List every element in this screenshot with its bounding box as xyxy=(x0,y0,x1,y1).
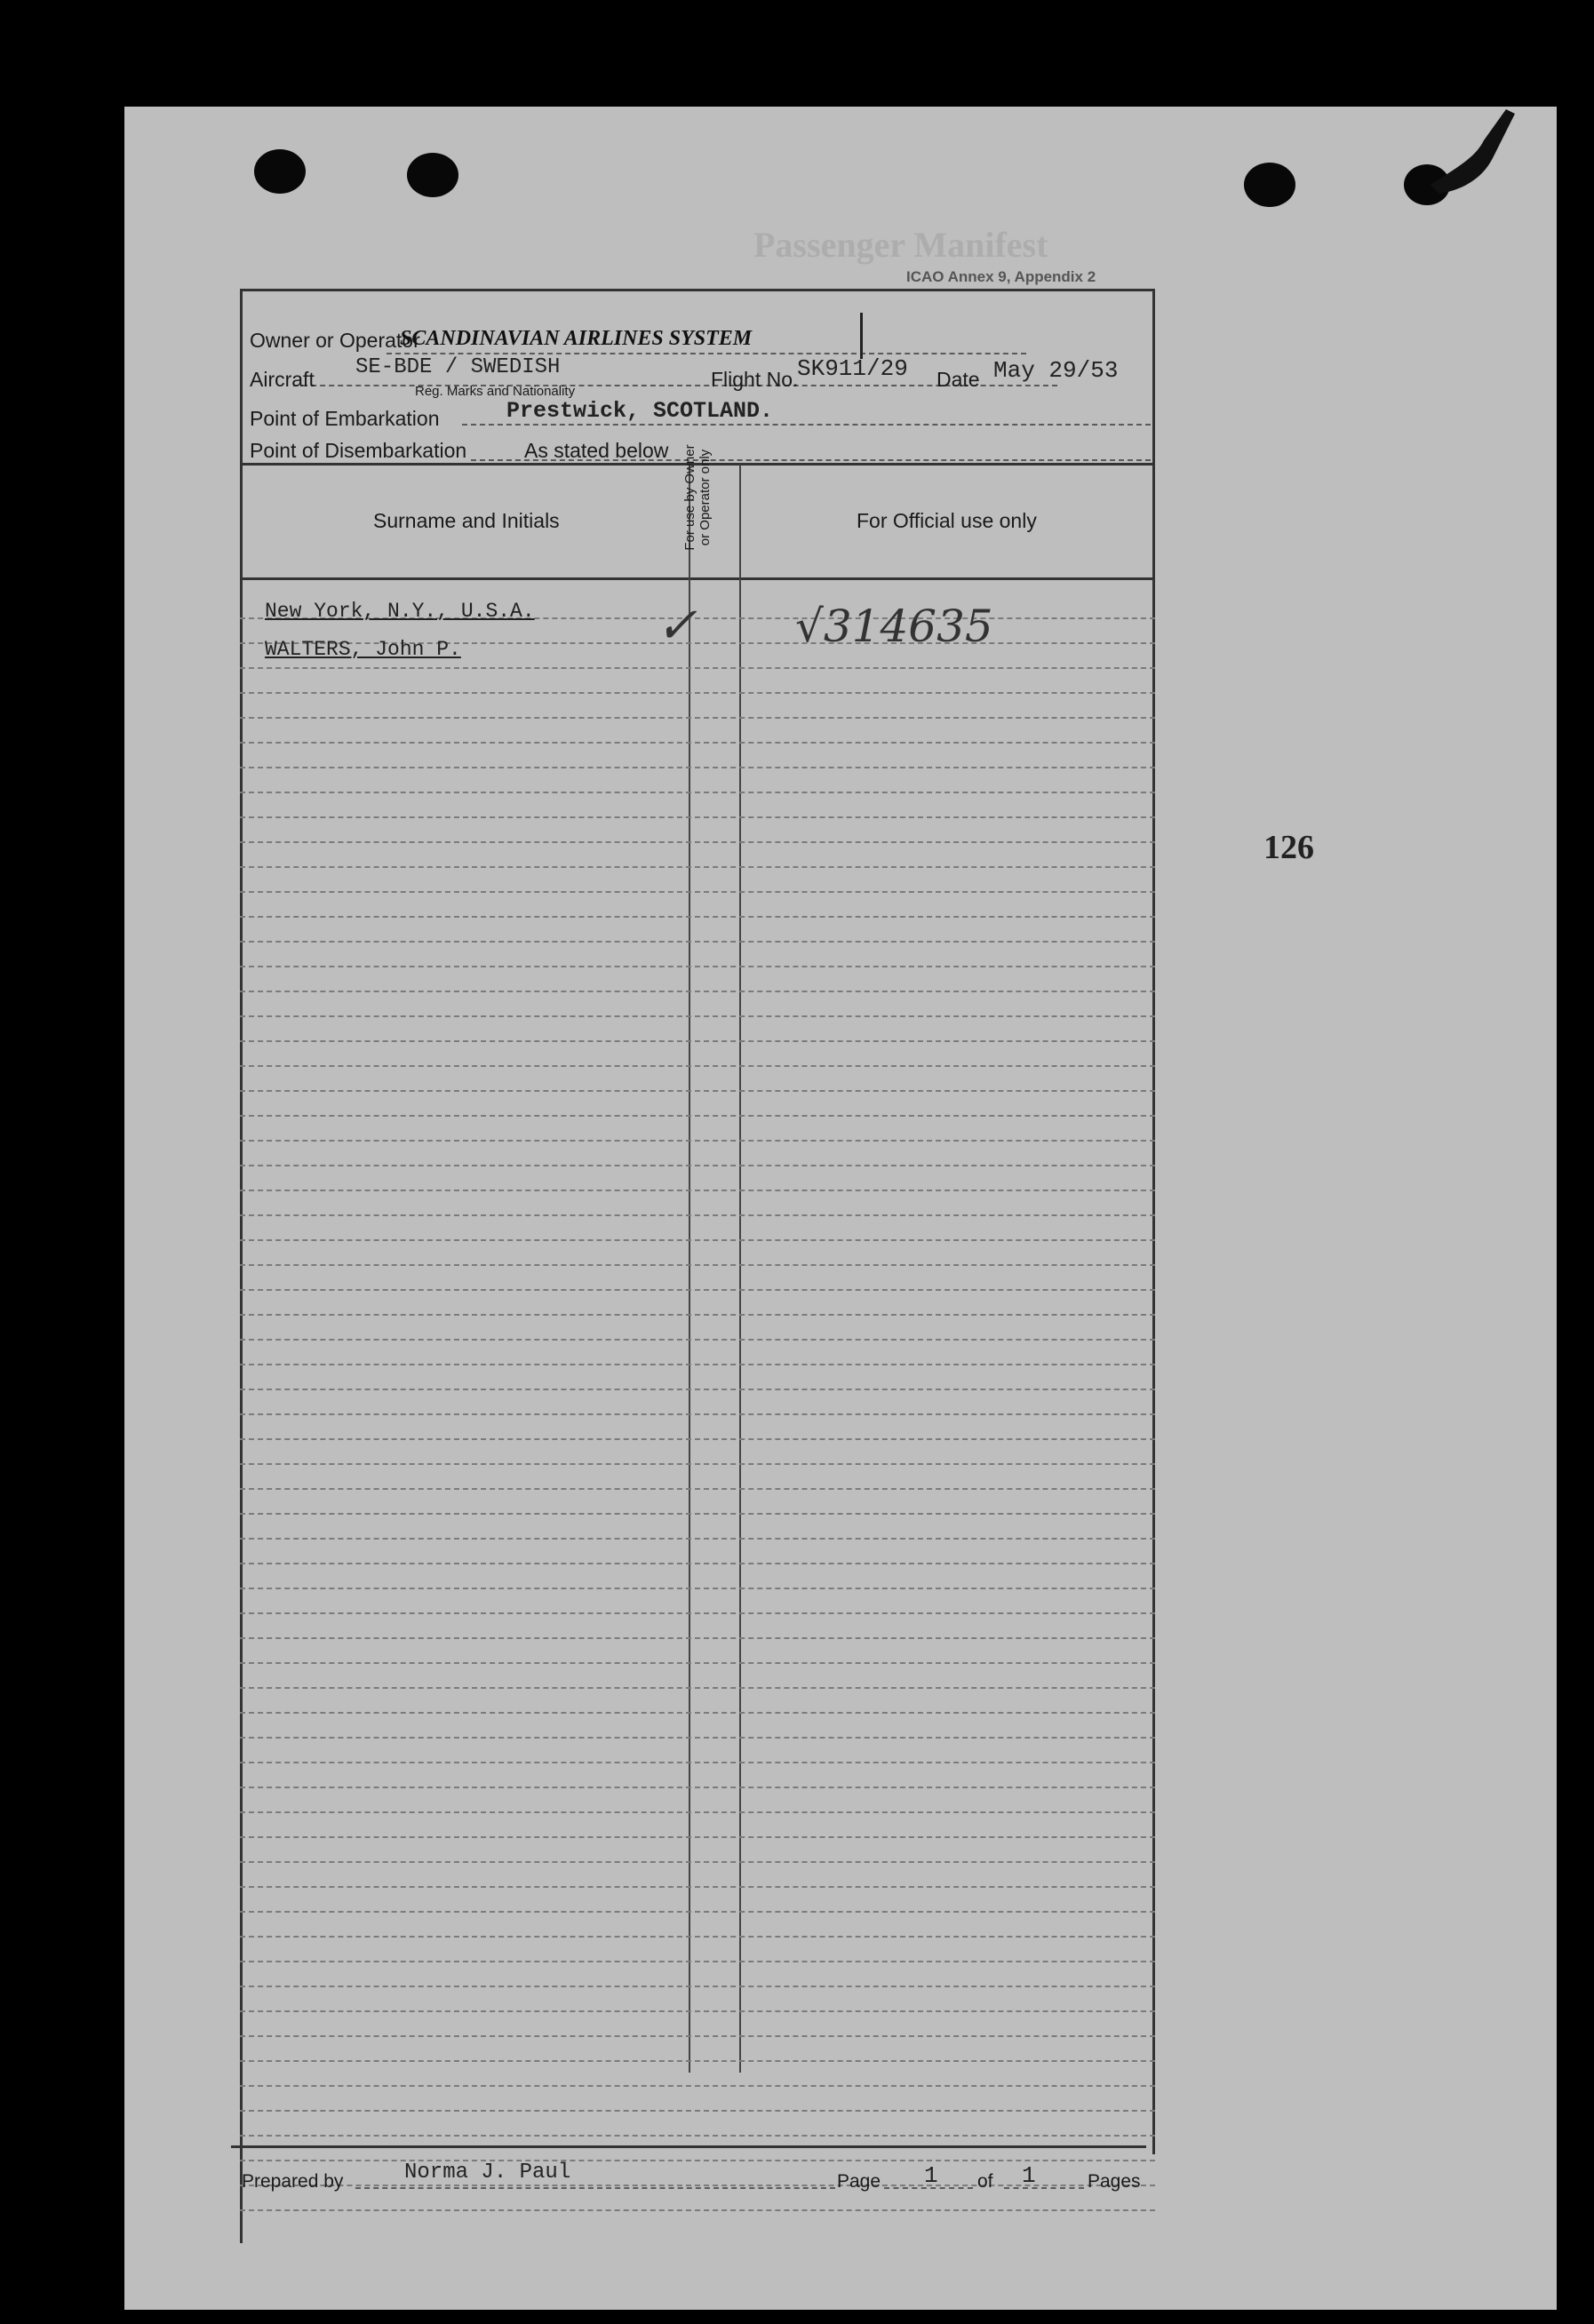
ruled-line xyxy=(240,1588,1155,1589)
ruled-line xyxy=(240,816,1155,818)
ruled-line xyxy=(240,891,1155,893)
ruled-line xyxy=(240,1264,1155,1266)
ruled-line xyxy=(240,1687,1155,1689)
ruled-line xyxy=(240,1040,1155,1042)
ruled-line xyxy=(240,1911,1155,1913)
ruled-line xyxy=(240,1563,1155,1564)
ruled-line xyxy=(240,991,1155,992)
flight-label: Flight No. xyxy=(711,368,799,391)
ruled-line xyxy=(240,941,1155,943)
owner-tick xyxy=(860,313,863,359)
punch-hole-left xyxy=(254,149,306,194)
flight-value: SK911/29 xyxy=(797,355,908,382)
ruled-line xyxy=(240,1637,1155,1639)
ruled-line xyxy=(240,1762,1155,1763)
embarkation-value: Prestwick, SCOTLAND. xyxy=(506,398,774,424)
punch-hole-right xyxy=(1244,163,1295,207)
ruled-line xyxy=(240,2209,1155,2211)
ruled-line xyxy=(240,1612,1155,1614)
column-surname: Surname and Initials xyxy=(373,509,560,532)
reg-marks-caption: Reg. Marks and Nationality xyxy=(415,384,576,399)
date-value: May 29/53 xyxy=(993,357,1119,384)
ruled-line xyxy=(240,1115,1155,1117)
ruled-line xyxy=(240,2135,1155,2137)
owner-label: Owner or Operator xyxy=(250,329,420,352)
punch-hole-center xyxy=(407,153,458,197)
ruled-line xyxy=(240,1065,1155,1067)
ruled-line xyxy=(240,742,1155,744)
ruled-line xyxy=(240,1811,1155,1813)
of-label: of xyxy=(977,2171,993,2192)
ruled-line xyxy=(240,916,1155,918)
ruled-line xyxy=(240,717,1155,719)
prepared-value: Norma J. Paul xyxy=(404,2161,571,2185)
owner-value: SCANDINAVIAN AIRLINES SYSTEM xyxy=(400,327,753,350)
ruled-line xyxy=(240,1389,1155,1390)
ruled-line xyxy=(240,767,1155,768)
prepared-label: Prepared by xyxy=(242,2171,344,2192)
ruled-line xyxy=(240,2160,1155,2161)
ruled-line xyxy=(240,692,1155,694)
ruled-line xyxy=(240,841,1155,843)
manifest-form xyxy=(240,289,1155,2154)
ruled-line xyxy=(240,2110,1155,2112)
ruled-line xyxy=(240,1339,1155,1341)
ruled-line xyxy=(240,1861,1155,1863)
page-value: 1 xyxy=(924,2162,938,2189)
ruled-line xyxy=(240,1314,1155,1316)
ruled-line xyxy=(240,1662,1155,1664)
ruled-line xyxy=(240,1712,1155,1714)
ruled-line xyxy=(240,1737,1155,1739)
aircraft-label: Aircraft xyxy=(250,368,315,391)
ruled-line xyxy=(240,1463,1155,1465)
ruled-line xyxy=(240,1239,1155,1241)
total-value: 1 xyxy=(1022,2162,1036,2189)
ruled-line xyxy=(240,667,1155,669)
ruled-line xyxy=(240,1214,1155,1216)
ruled-line xyxy=(240,1413,1155,1415)
ruled-line xyxy=(240,1289,1155,1291)
ruled-line xyxy=(240,1140,1155,1142)
ruled-line xyxy=(240,2010,1155,2012)
faded-title: Passenger Manifest xyxy=(753,225,1048,265)
ruled-line xyxy=(240,966,1155,967)
entry-passenger-name: WALTERS, John P. xyxy=(265,638,461,661)
date-label: Date xyxy=(936,368,980,391)
page-label: Page xyxy=(837,2171,881,2192)
ruled-line xyxy=(240,2085,1155,2087)
ruled-line xyxy=(240,1015,1155,1017)
ruled-line xyxy=(240,1886,1155,1888)
entry-check-mark: ✓ xyxy=(656,597,697,655)
entry-destination: New York, N.Y., U.S.A. xyxy=(265,600,535,623)
ruled-line xyxy=(240,1836,1155,1838)
ruled-line xyxy=(240,1090,1155,1092)
ruled-line xyxy=(240,866,1155,868)
ruled-line xyxy=(240,1364,1155,1365)
pages-label: Pages xyxy=(1088,2171,1141,2192)
column-owner-use: For use by Owner or Operator only xyxy=(682,444,713,551)
ruled-line xyxy=(240,1936,1155,1938)
embarkation-label: Point of Embarkation xyxy=(250,407,440,430)
ruled-line xyxy=(240,2185,1155,2186)
ruled-line xyxy=(240,792,1155,793)
disembarkation-value: As stated below xyxy=(524,439,669,462)
ruled-line xyxy=(240,1961,1155,1962)
torn-corner-mark xyxy=(1422,105,1528,203)
ruled-line xyxy=(240,1438,1155,1440)
ruled-line xyxy=(240,1787,1155,1788)
ruled-line xyxy=(240,1190,1155,1191)
ruled-line xyxy=(240,1488,1155,1490)
column-official: For Official use only xyxy=(857,509,1037,532)
entry-official-number: √314635 xyxy=(795,601,993,652)
ruled-line xyxy=(240,1513,1155,1515)
ruled-line xyxy=(240,1165,1155,1166)
ruled-line xyxy=(240,2060,1155,2062)
aircraft-value: SE-BDE / SWEDISH xyxy=(355,355,561,379)
ruled-line xyxy=(240,1986,1155,1987)
icao-reference: ICAO Annex 9, Appendix 2 xyxy=(906,268,1096,285)
ruled-line xyxy=(240,2035,1155,2037)
margin-stamp: 126 xyxy=(1263,829,1314,866)
ruled-line xyxy=(240,1538,1155,1540)
disembarkation-label: Point of Disembarkation xyxy=(250,439,467,462)
